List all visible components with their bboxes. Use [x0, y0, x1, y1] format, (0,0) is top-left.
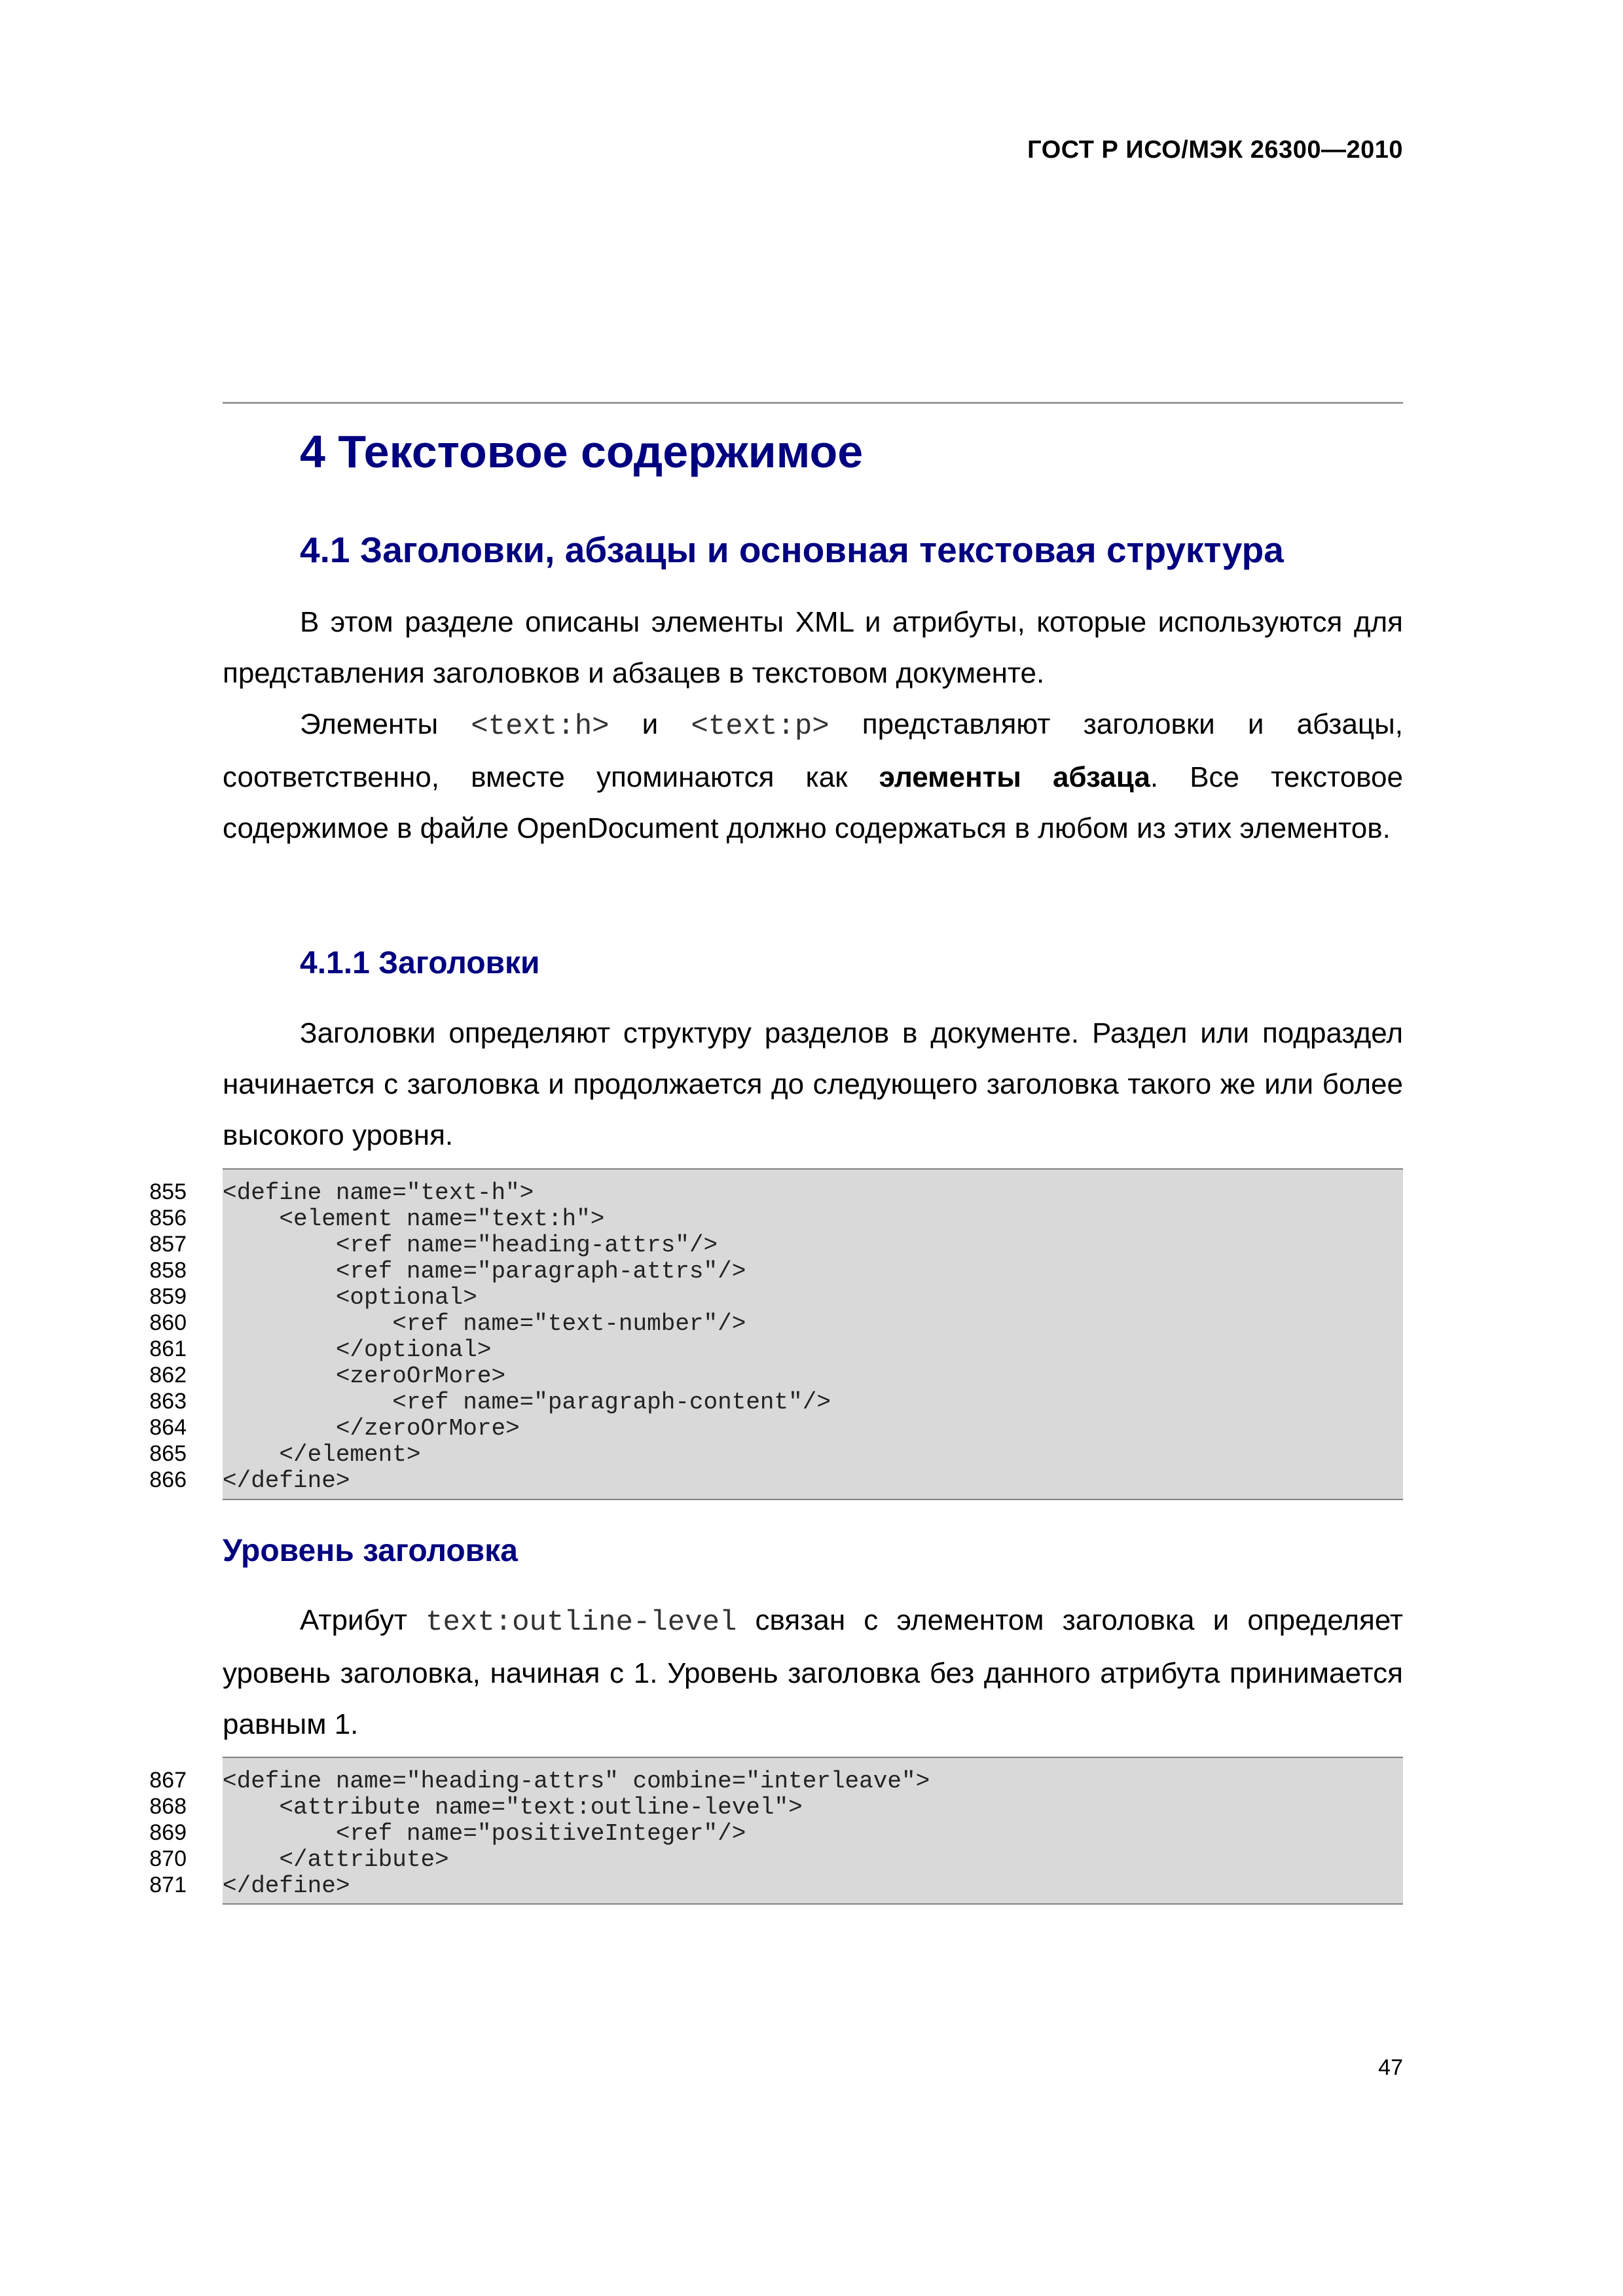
- line-number: 862: [149, 1363, 187, 1388]
- intro-text-1: Элементы: [300, 708, 471, 740]
- code-line: </define>: [223, 1873, 350, 1899]
- line-number: 866: [149, 1467, 187, 1492]
- text-h-code: <text:h>: [471, 710, 610, 743]
- line-number: 871: [149, 1873, 187, 1897]
- heading-level-title: Уровень заголовка: [223, 1534, 518, 1568]
- code-line: </attribute>: [223, 1846, 449, 1873]
- code-line: <element name="text:h">: [223, 1206, 605, 1232]
- paragraph-elements-term: элементы абзаца: [879, 761, 1150, 793]
- code-block-1: [223, 1168, 1403, 1500]
- subsection-paragraph: [223, 1008, 1403, 1161]
- code-block-2: [223, 1757, 1403, 1905]
- code-line: </element>: [223, 1441, 421, 1468]
- line-number: 865: [149, 1441, 187, 1466]
- line-number: 860: [149, 1310, 187, 1335]
- code-line: <zeroOrMore>: [223, 1363, 506, 1390]
- line-number: 857: [149, 1232, 187, 1257]
- code-line: <ref name="paragraph-content"/>: [223, 1389, 831, 1416]
- section-title: 4.1 Заголовки, абзацы и основная текстовая структура: [300, 529, 1284, 570]
- code-line: </zeroOrMore>: [223, 1415, 520, 1442]
- code-line: </optional>: [223, 1336, 492, 1363]
- chapter-title: 4 Текстовое содержимое: [300, 426, 864, 477]
- line-number: 869: [149, 1820, 187, 1845]
- code-line: <ref name="paragraph-attrs"/>: [223, 1258, 746, 1285]
- outline-level-code: text:outline-level: [426, 1606, 737, 1639]
- line-number: 868: [149, 1794, 187, 1819]
- intro-text-2: и: [609, 708, 691, 740]
- intro-text-3: представляют заголовки и абзацы, соответственно, вместе упоминаются как: [223, 708, 1403, 793]
- heading-level-paragraph: [223, 1595, 1403, 1750]
- intro-paragraph-1: [223, 597, 1403, 699]
- page-number: 47: [1378, 2055, 1403, 2080]
- code-line: <ref name="positiveInteger"/>: [223, 1820, 746, 1847]
- line-number: 867: [149, 1768, 187, 1793]
- code-line: <attribute name="text:outline-level">: [223, 1794, 803, 1821]
- subsection-paragraph-text: Заголовки определяют структуру разделов в документе. Раздел или подраздел начинается с заголовка и продолжается до следующего заголовка такого же или более высокого уровня.: [223, 1017, 1403, 1151]
- line-number: 855: [149, 1179, 187, 1204]
- code-line: <define name="text-h">: [223, 1179, 534, 1206]
- line-number: 856: [149, 1206, 187, 1230]
- text-p-code: <text:p>: [691, 710, 830, 743]
- code-line: <define name="heading-attrs" combine="interleave">: [223, 1768, 930, 1795]
- intro-text-4: . Все текстовое содержимое в файле OpenDocument должно содержаться в любом из этих элементов.: [223, 761, 1403, 844]
- level-text-1: Атрибут: [300, 1604, 426, 1636]
- line-number: 863: [149, 1389, 187, 1414]
- subsection-title: 4.1.1 Заголовки: [300, 946, 540, 980]
- code-line: <ref name="heading-attrs"/>: [223, 1232, 718, 1259]
- chapter-rule: [223, 402, 1403, 404]
- line-number: 870: [149, 1846, 187, 1871]
- intro-paragraph-1-text: В этом разделе описаны элементы XML и атрибуты, которые используются для представления заголовков и абзацев в текстовом документе.: [223, 606, 1403, 689]
- line-number: 859: [149, 1284, 187, 1309]
- line-number: 864: [149, 1415, 187, 1440]
- document-header: ГОСТ Р ИСО/МЭК 26300—2010: [1027, 136, 1403, 164]
- line-number: 861: [149, 1336, 187, 1361]
- code-line: <optional>: [223, 1284, 477, 1311]
- level-text-2: связан с элементом заголовка и определяет уровень заголовка, начиная с 1. Уровень заголовка без данного атрибута принимается равным 1.: [223, 1604, 1403, 1740]
- line-number: 858: [149, 1258, 187, 1283]
- code-line: <ref name="text-number"/>: [223, 1310, 746, 1337]
- code-line: </define>: [223, 1467, 350, 1494]
- intro-paragraph-2: [223, 699, 1403, 854]
